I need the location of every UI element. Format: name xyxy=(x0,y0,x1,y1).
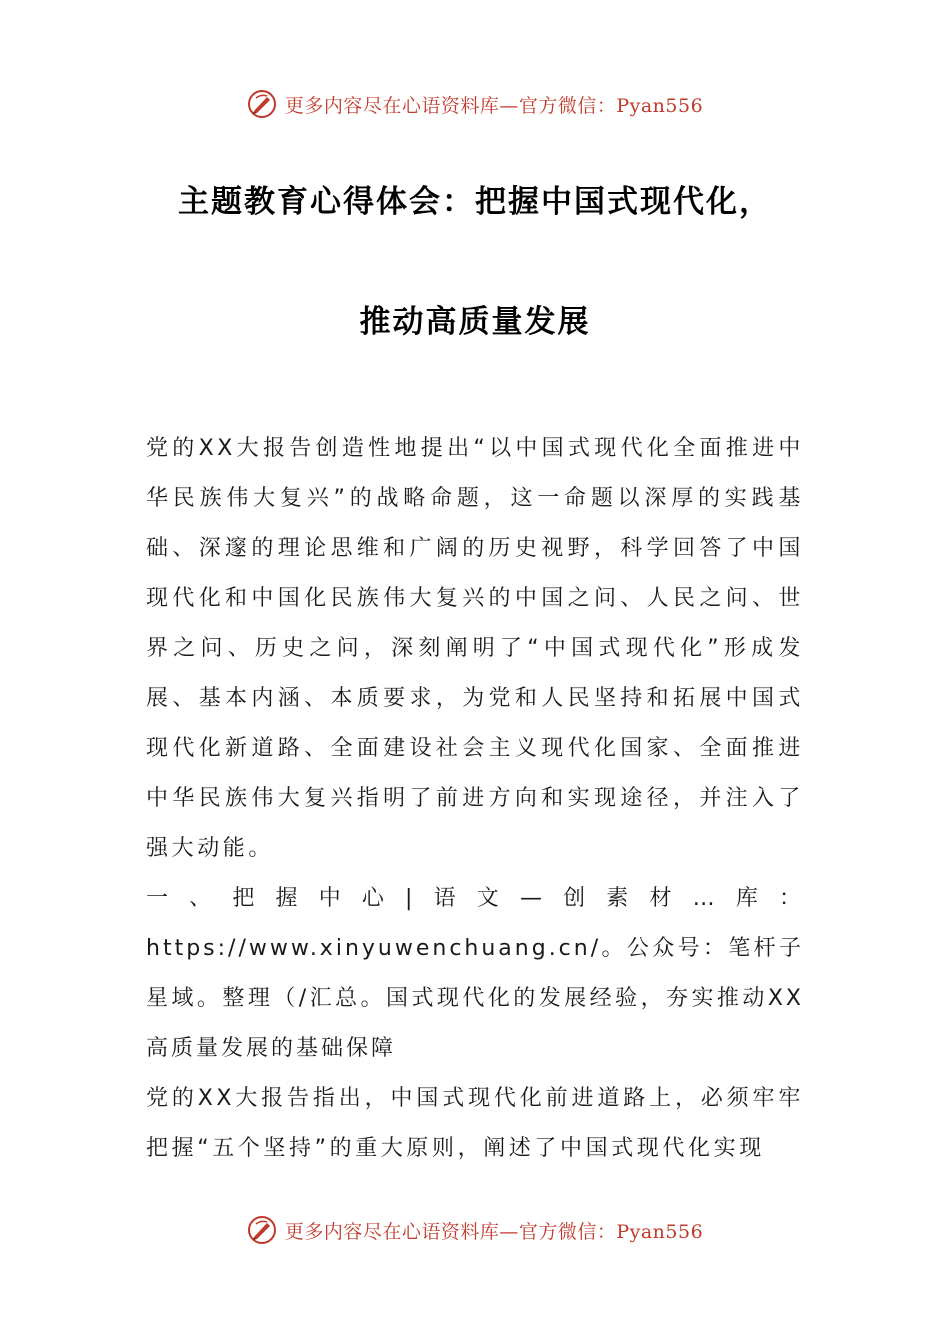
paragraph-3: 党的XX大报告指出，中国式现代化前进道路上，必须牢牢把握“五个坚持”的重大原则，阐述了中国式现代化实现 xyxy=(146,1086,804,1161)
footer-watermark-banner xyxy=(0,1210,950,1250)
paragraph-2: 一、把握中心|语文—创素材…库：https://www.xinyuwenchuang.cn/。公众号：笔杆子星域。整理（/汇总。国式现代化的发展经验，夯实推动XX高质量发展的基础保障 xyxy=(146,886,804,1061)
footer-banner-text: 更多内容尽在心语资料库—官方微信：Pyan556 xyxy=(284,1220,704,1243)
paragraph-1: 党的XX大报告创造性地提出“以中国式现代化全面推进中华民族伟大复兴”的战略命题，这一命题以深厚的实践基础、深邃的理论思维和广阔的历史视野，科学回答了中国现代化和中国化民族伟大复兴的中国之问、人民之问、世界之问、历史之问，深刻阐明了“中国式现代化”形成发展、基本内涵、本质要求，为党和人民坚持和拓展中国式现代化新道路、全面建设社会主义现代化国家、全面推进中华民族伟大复兴指明了前进方向和实现途径，并注入了强大动能。 xyxy=(146,436,804,861)
document-title-line-1: 主题教育心得体会：把握中国式现代化， xyxy=(178,184,772,220)
document-title-line-2: 推动高质量发展 xyxy=(359,304,591,340)
pen-logo-icon xyxy=(247,89,277,119)
header-watermark-banner xyxy=(0,84,950,124)
header-banner-text: 更多内容尽在心语资料库—官方微信：Pyan556 xyxy=(284,94,704,117)
pen-logo-icon xyxy=(247,1215,277,1245)
document-body xyxy=(146,424,804,1174)
